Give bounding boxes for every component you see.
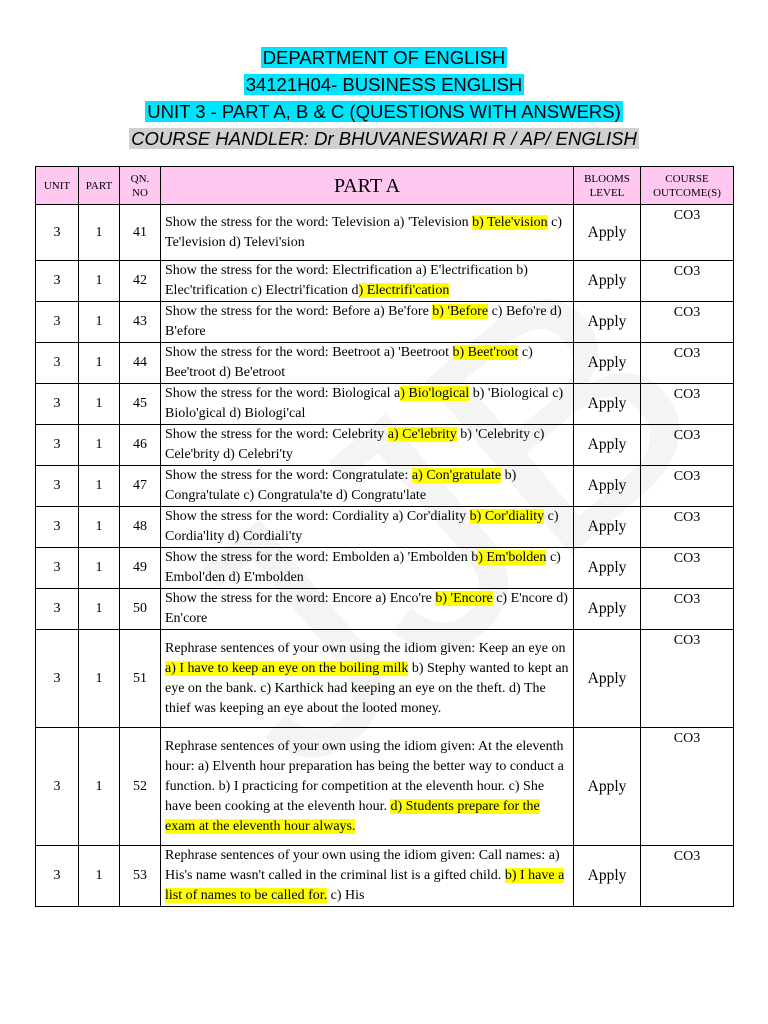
unit-cell: 3: [36, 205, 79, 261]
part-cell: 1: [79, 343, 120, 384]
question-text: c) Befo're d) B'efore: [165, 304, 562, 339]
answer-highlight: ) Bio'logical: [400, 386, 470, 401]
part-cell: 1: [79, 589, 120, 630]
blooms-level-cell: Apply: [574, 507, 641, 548]
unit-cell: 3: [36, 261, 79, 302]
question-cell: [161, 507, 574, 548]
question-cell: [161, 384, 574, 425]
question-cell: [161, 728, 574, 846]
part-cell: 1: [79, 548, 120, 589]
question-text: c) Bee'troot d) Be'etroot: [165, 345, 533, 380]
table-row: [36, 384, 734, 425]
course-outcome-cell: CO3: [641, 425, 734, 466]
part-cell: 1: [79, 466, 120, 507]
answer-highlight: a) I have to keep an eye on the boiling milk: [165, 660, 409, 676]
course-code-title: 34121H04- BUSINESS ENGLISH: [245, 74, 523, 95]
question-cell: [161, 630, 574, 728]
question-number-cell: 48: [120, 507, 161, 548]
course-outcome-cell: CO3: [641, 507, 734, 548]
blooms-level-cell: Apply: [574, 261, 641, 302]
question-cell: [161, 589, 574, 630]
unit-cell: 3: [36, 466, 79, 507]
table-row: [36, 589, 734, 630]
question-text: Show the stress for the word: Beetroot a) 'Beetroot: [165, 345, 453, 360]
course-outcome-cell: CO3: [641, 630, 734, 728]
answer-highlight: ) Em'bolden: [478, 550, 547, 565]
question-text: Show the stress for the word: Television a) 'Television: [165, 214, 473, 230]
question-cell: [161, 425, 574, 466]
question-number-cell: 43: [120, 302, 161, 343]
question-cell: [161, 302, 574, 343]
part-cell: 1: [79, 302, 120, 343]
course-outcome-cell: CO3: [641, 548, 734, 589]
question-number-cell: 49: [120, 548, 161, 589]
course-outcome-header: COURSE OUTCOME(S): [641, 167, 734, 205]
part-cell: 1: [79, 205, 120, 261]
question-text: c) Te'levision d) Televi'sion: [165, 214, 563, 250]
unit-header: UNIT: [36, 167, 79, 205]
unit-cell: 3: [36, 343, 79, 384]
question-number-cell: 41: [120, 205, 161, 261]
question-number-cell: 42: [120, 261, 161, 302]
question-text: Show the stress for the word: Electrification a) E'lectrification b) Elec'trification c) Electri'fication d: [165, 263, 528, 298]
blooms-level-cell: Apply: [574, 846, 641, 907]
blooms-level-cell: Apply: [574, 630, 641, 728]
unit-cell: 3: [36, 425, 79, 466]
question-text: Show the stress for the word: Biological a: [165, 386, 401, 401]
questions-table: [35, 166, 734, 907]
course-outcome-cell: CO3: [641, 466, 734, 507]
table-row: [36, 466, 734, 507]
question-text: c) His: [327, 888, 365, 903]
unit-cell: 3: [36, 302, 79, 343]
answer-highlight: b) 'Encore: [435, 591, 493, 606]
course-outcome-cell: CO3: [641, 589, 734, 630]
question-number-cell: 44: [120, 343, 161, 384]
unit-cell: 3: [36, 846, 79, 907]
table-row: [36, 343, 734, 384]
part-cell: 1: [79, 261, 120, 302]
unit-title: UNIT 3 - PART A, B & C (QUESTIONS WITH ANSWERS): [147, 101, 621, 122]
question-cell: [161, 846, 574, 907]
course-outcome-cell: CO3: [641, 302, 734, 343]
question-number-cell: 51: [120, 630, 161, 728]
answer-highlight: a) Ce'lebrity: [387, 427, 457, 442]
course-outcome-cell: CO3: [641, 205, 734, 261]
qn-header: QN. NO: [120, 167, 161, 205]
document-header: [0, 44, 768, 152]
table-row: [36, 302, 734, 343]
blooms-level-cell: Apply: [574, 302, 641, 343]
unit-cell: 3: [36, 384, 79, 425]
table-row: [36, 630, 734, 728]
question-text: b) Congra'tulate c) Congratula'te d) Congratu'late: [165, 468, 517, 503]
unit-cell: 3: [36, 507, 79, 548]
question-text: Rephrase sentences of your own using the idiom given: At the eleventh hour: a) Elventh hour preparation has being the better way to conduct a function. b) I practicing for competition at the eleventh hour. c) She have been cooking at the eleventh hour.: [165, 738, 564, 814]
question-text: b) 'Celebrity c) Cele'brity d) Celebri'ty: [165, 427, 545, 462]
question-cell: [161, 205, 574, 261]
question-number-cell: 53: [120, 846, 161, 907]
table-row: [36, 261, 734, 302]
question-text: Show the stress for the word: Before a) Be'fore: [165, 304, 433, 319]
question-text: Show the stress for the word: Celebrity: [165, 427, 388, 442]
answer-highlight: b) Cor'diality: [469, 509, 545, 524]
table-row: [36, 425, 734, 466]
part-a-header: PART A: [161, 167, 574, 205]
answer-highlight: b) Beet'root: [452, 345, 519, 360]
unit-cell: 3: [36, 728, 79, 846]
course-outcome-cell: CO3: [641, 343, 734, 384]
question-text: c) E'ncore d) En'core: [165, 591, 568, 626]
part-cell: 1: [79, 846, 120, 907]
question-number-cell: 46: [120, 425, 161, 466]
course-outcome-cell: CO3: [641, 728, 734, 846]
blooms-level-cell: Apply: [574, 589, 641, 630]
question-cell: [161, 343, 574, 384]
table-row: [36, 548, 734, 589]
part-cell: 1: [79, 425, 120, 466]
question-cell: [161, 261, 574, 302]
part-cell: 1: [79, 507, 120, 548]
question-cell: [161, 548, 574, 589]
unit-cell: 3: [36, 630, 79, 728]
question-text: Rephrase sentences of your own using the idiom given: Call names: a) His's name wasn't called in the criminal list is a gifted child.: [165, 848, 560, 883]
answer-highlight: a) Con'gratulate: [411, 468, 502, 483]
answer-highlight: b) I have a list of names to be called for.: [165, 868, 565, 903]
question-text: Show the stress for the word: Encore a) Enco're: [165, 591, 436, 606]
part-cell: 1: [79, 728, 120, 846]
blooms-level-cell: Apply: [574, 425, 641, 466]
unit-cell: 3: [36, 548, 79, 589]
blooms-level-cell: Apply: [574, 466, 641, 507]
course-outcome-cell: CO3: [641, 261, 734, 302]
table-row: [36, 507, 734, 548]
department-title: DEPARTMENT OF ENGLISH: [262, 47, 506, 68]
question-text: b) 'Biological c) Biolo'gical d) Biologi'cal: [165, 386, 564, 421]
answer-highlight: d) Students prepare for the exam at the eleventh hour always.: [165, 798, 540, 834]
table-row: [36, 205, 734, 261]
question-number-cell: 50: [120, 589, 161, 630]
table-header-row: [36, 167, 734, 205]
question-number-cell: 47: [120, 466, 161, 507]
answer-highlight: b) 'Before: [432, 304, 489, 319]
question-text: b) Stephy wanted to kept an eye on the bank. c) Karthick had keeping an eye on the theft. d) The thief was keeping an eye about the looted money.: [165, 660, 569, 716]
question-text: c) Cordia'lity d) Cordiali'ty: [165, 509, 559, 544]
blooms-level-cell: Apply: [574, 728, 641, 846]
course-outcome-cell: CO3: [641, 846, 734, 907]
question-number-cell: 52: [120, 728, 161, 846]
part-header: PART: [79, 167, 120, 205]
course-outcome-cell: CO3: [641, 384, 734, 425]
question-text: Rephrase sentences of your own using the idiom given: Keep an eye on: [165, 640, 566, 656]
course-handler: COURSE HANDLER: Dr BHUVANESWARI R / AP/ ENGLISH: [131, 128, 637, 149]
question-text: c) Embol'den d) E'mbolden: [165, 550, 561, 585]
blooms-level-cell: Apply: [574, 205, 641, 261]
part-cell: 1: [79, 384, 120, 425]
question-text: Show the stress for the word: Embolden a) 'Embolden b: [165, 550, 479, 565]
blooms-level-cell: Apply: [574, 384, 641, 425]
blooms-level-header: BLOOMS LEVEL: [574, 167, 641, 205]
table-row: [36, 728, 734, 846]
part-cell: 1: [79, 630, 120, 728]
blooms-level-cell: Apply: [574, 343, 641, 384]
question-text: Show the stress for the word: Cordiality a) Cor'diality: [165, 509, 470, 524]
question-number-cell: 45: [120, 384, 161, 425]
answer-highlight: ) Electrifi'cation: [358, 283, 450, 298]
question-text: Show the stress for the word: Congratulate:: [165, 468, 412, 483]
answer-highlight: b) Tele'vision: [472, 214, 548, 230]
blooms-level-cell: Apply: [574, 548, 641, 589]
table-row: [36, 846, 734, 907]
unit-cell: 3: [36, 589, 79, 630]
question-cell: [161, 466, 574, 507]
